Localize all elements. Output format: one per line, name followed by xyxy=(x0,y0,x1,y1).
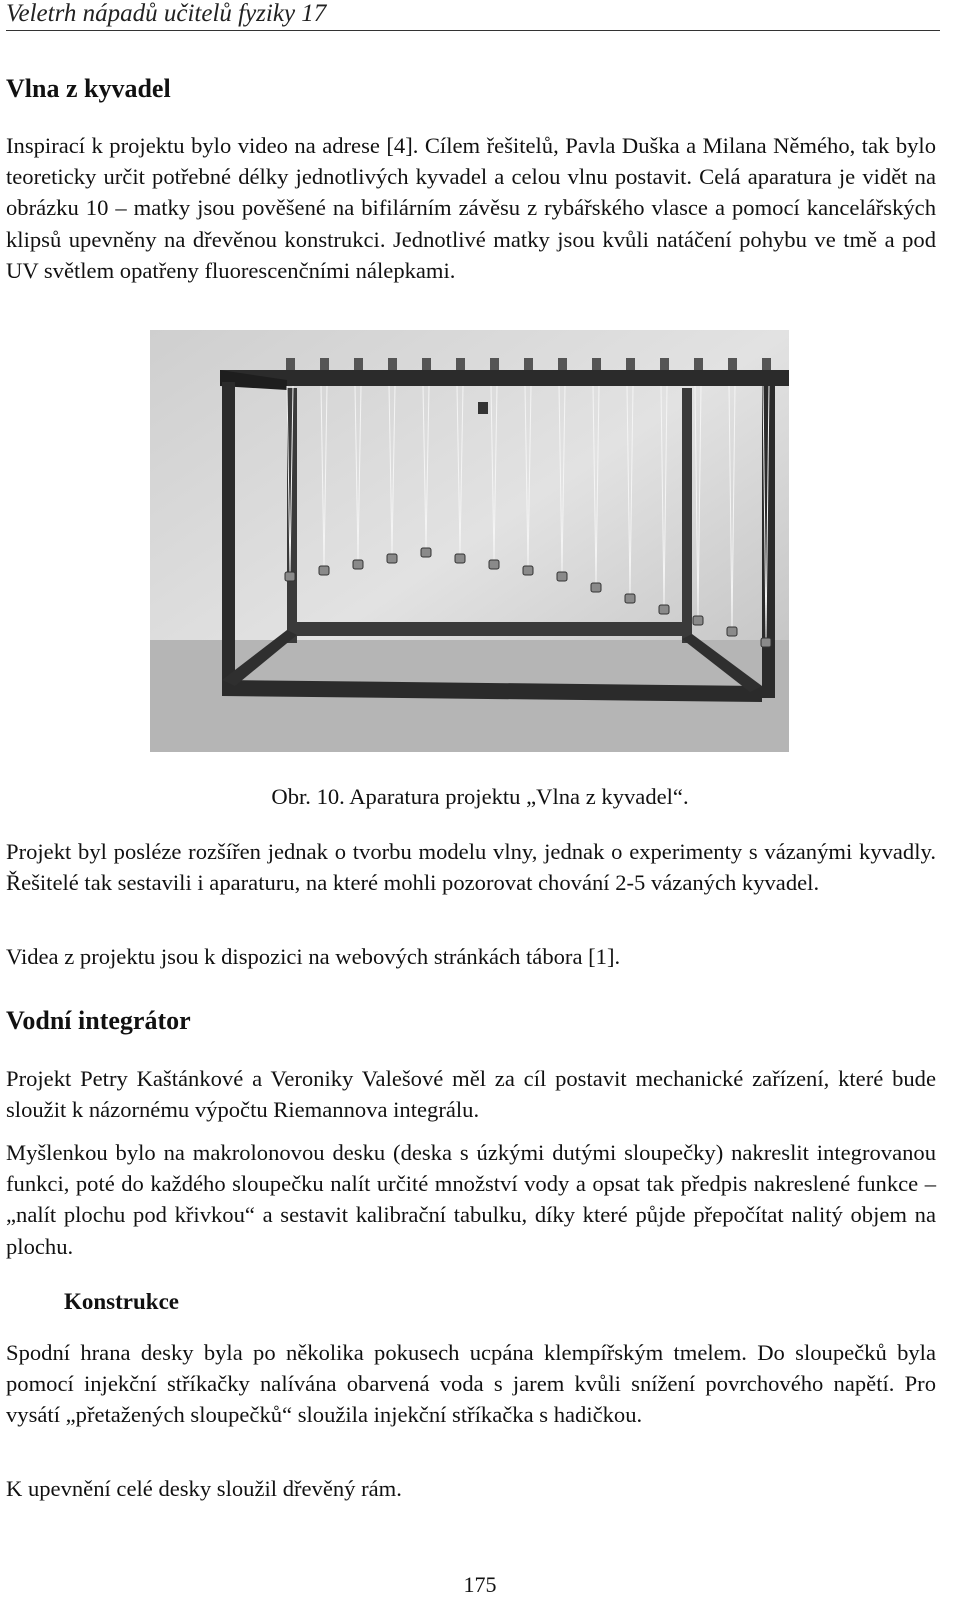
back-bottom-beam xyxy=(287,622,692,636)
top-beam xyxy=(220,370,789,386)
clip-13 xyxy=(694,358,703,370)
back-right-post xyxy=(682,388,692,643)
pendulum-apparatus-drawing xyxy=(150,330,789,752)
figure-pendulum-photo xyxy=(150,330,789,752)
clip-14 xyxy=(728,358,737,370)
clip-10 xyxy=(592,358,601,370)
paragraph-frame: K upevnění celé desky sloužil dřevěný rám. xyxy=(6,1476,402,1501)
nut-2 xyxy=(319,566,329,575)
nut-7 xyxy=(489,560,499,569)
section-title-integrator: Vodní integrátor xyxy=(6,1006,191,1035)
nut-1 xyxy=(285,572,295,581)
nut-11 xyxy=(625,594,635,603)
paragraph-idea: Myšlenkou bylo na makrolonovou desku (deska s úzkými dutými sloupečky) nakreslit integrovanou funkci, poté do každého sloupečku nalít určité množství vody a opsat tak předpis nakreslené funkce – „nalít plochu pod křivkou“ a sestavit kalibrační tabulku, díky které půjde přepočítat nalitý objem na plochu. xyxy=(6,1140,936,1259)
center-clip xyxy=(478,402,488,414)
paragraph-videos: Videa z projektu jsou k dispozici na webových stránkách tábora [1]. xyxy=(6,944,621,969)
nut-3 xyxy=(353,560,363,569)
nut-9 xyxy=(557,572,567,581)
clip-12 xyxy=(660,358,669,370)
clip-15 xyxy=(762,358,771,370)
section-title-vlna: Vlna z kyvadel xyxy=(6,74,171,103)
clip-2 xyxy=(320,358,329,370)
figure-caption: Obr. 10. Aparatura projektu „Vlna z kyvadel“. xyxy=(271,784,689,809)
page-number: 175 xyxy=(463,1572,497,1597)
nut-10 xyxy=(591,583,601,592)
clip-8 xyxy=(524,358,533,370)
clip-4 xyxy=(388,358,397,370)
nut-12 xyxy=(659,605,669,614)
nut-5 xyxy=(421,548,431,557)
nut-14 xyxy=(727,627,737,636)
clip-9 xyxy=(558,358,567,370)
subsection-title-konstrukce: Konstrukce xyxy=(64,1289,179,1314)
paragraph-project-goal: Projekt Petry Kaštánkové a Veroniky Valešové měl za cíl postavit mechanické zařízení, které bude sloužit k názornému výpočtu Riemannova integrálu. xyxy=(6,1066,936,1123)
clip-1 xyxy=(286,358,295,370)
nut-13 xyxy=(693,616,703,625)
paragraph-extension: Projekt byl posléze rozšířen jednak o tvorbu modelu vlny, jednak o experimenty s vázanými kyvadly. Řešitelé tak sestavili i aparaturu, na které mohli pozorovat chování 2-5 vázaných kyvadel. xyxy=(6,839,936,896)
clip-7 xyxy=(490,358,499,370)
nut-15 xyxy=(761,638,771,647)
paragraph-construction: Spodní hrana desky byla po několika pokusech ucpána klempířským tmelem. Do sloupečků byla pomocí injekční stříkačky nalívána obarvená voda s jarem kvůli snížení povrchového napětí. Pro vysátí „přetažených sloupečků“ sloužila injekční stříkačka s hadičkou. xyxy=(6,1340,936,1428)
nut-8 xyxy=(523,566,533,575)
running-header: Veletrh nápadů učitelů fyziky 17 xyxy=(6,0,940,31)
clip-3 xyxy=(354,358,363,370)
clip-11 xyxy=(626,358,635,370)
nut-6 xyxy=(455,554,465,563)
nut-4 xyxy=(387,554,397,563)
clip-6 xyxy=(456,358,465,370)
paragraph-intro: Inspirací k projektu bylo video na adrese [4]. Cílem řešitelů, Pavla Duška a Milana Němého, tak bylo teoreticky určit potřebné délky jednotlivých kyvadel a celou vlnu postavit. Celá aparatura je vidět na obrázku 10 – matky jsou pověšené na bifilárním závěsu z rybářského vlasce a pomocí kancelářských klipsů upevněny na dřevěnou konstrukci. Jednotlivé matky jsou kvůli natáčení pohybu ve tmě a pod UV světlem opatřeny fluorescenčními nálepkami. xyxy=(6,133,936,283)
clip-5 xyxy=(422,358,431,370)
front-left-post xyxy=(222,382,235,692)
